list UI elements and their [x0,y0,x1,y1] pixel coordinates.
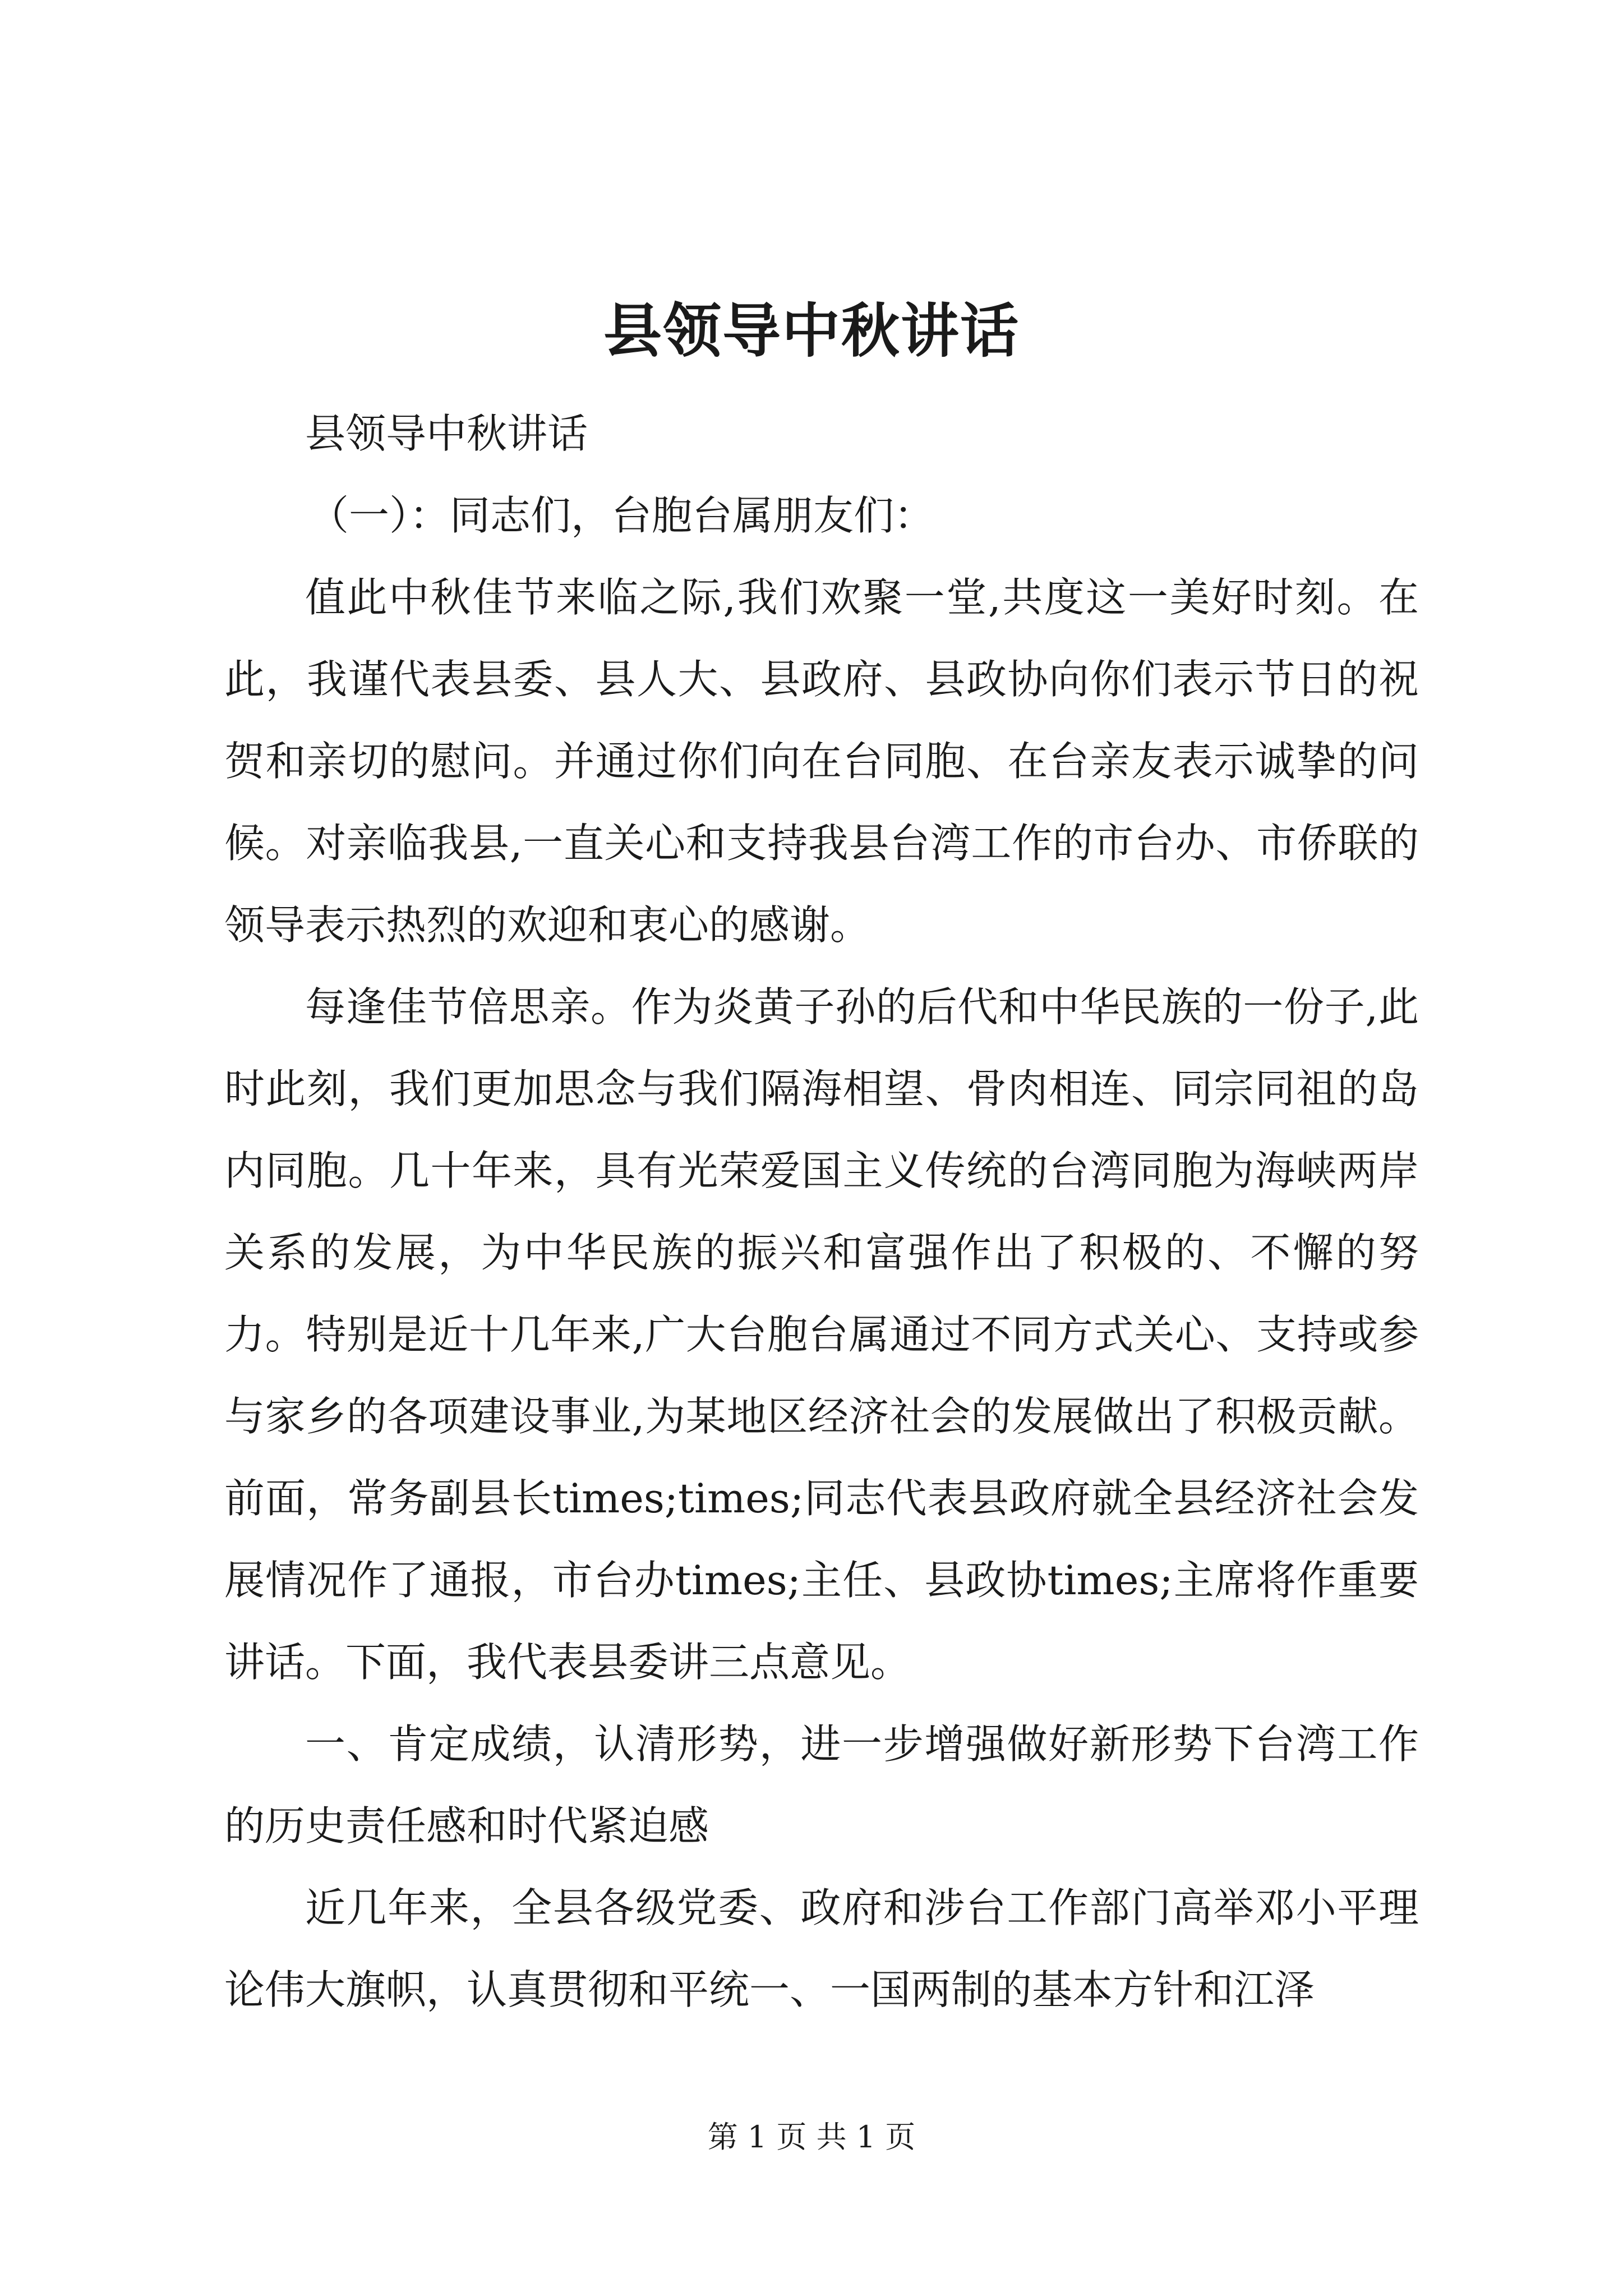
paragraph-3: 近几年来，全县各级党委、政府和涉台工作部门高举邓小平理论伟大旗帜，认真贯彻和平统一、一国两制的基本方针和江泽 [224,1884,1419,2013]
document-body [224,393,1419,2031]
page-number-footer: 第 1 页 共 1 页 [707,2119,916,2155]
paragraph-1: 值此中秋佳节来临之际,我们欢聚一堂,共度这一美好时刻。在此，我谨代表县委、县人大、县政府、县政协向你们表示节日的祝贺和亲切的慰问。并通过你们向在台同胞、在台亲友表示诚挚的问候。对亲临我县,一直关心和支持我县台湾工作的市台办、市侨联的领导表示热烈的欢迎和衷心的感谢。 [224,574,1419,949]
greeting-line: （一）：同志们，台胞台属朋友们： [308,492,935,539]
section-heading-1: 一、肯定成绩，认清形势，进一步增强做好新形势下台湾工作的历史责任感和时代紧迫感 [224,1720,1419,1849]
document-subtitle: 县领导中秋讲话 [305,410,588,457]
document-title: 县领导中秋讲话 [603,296,1020,365]
paragraph-2: 每逢佳节倍思亲。作为炎黄子孙的后代和中华民族的一份子,此时此刻，我们更加思念与我们隔海相望、骨肉相连、同宗同祖的岛内同胞。几十年来，具有光荣爱国主义传统的台湾同胞为海峡两岸关系的发展，为中华民族的振兴和富强作出了积极的、不懈的努力。特别是近十几年来,广大台胞台属通过不同方式关心、支持或参与家乡的各项建设事业,为某地区经济社会的发展做出了积极贡献。前面，常务副县长times;times;同志代表县政府就全县经济社会发展情况作了通报，市台办times;主任、县政协times;主席将作重要讲话。下面，我代表县委讲三点意见。 [224,983,1419,1686]
